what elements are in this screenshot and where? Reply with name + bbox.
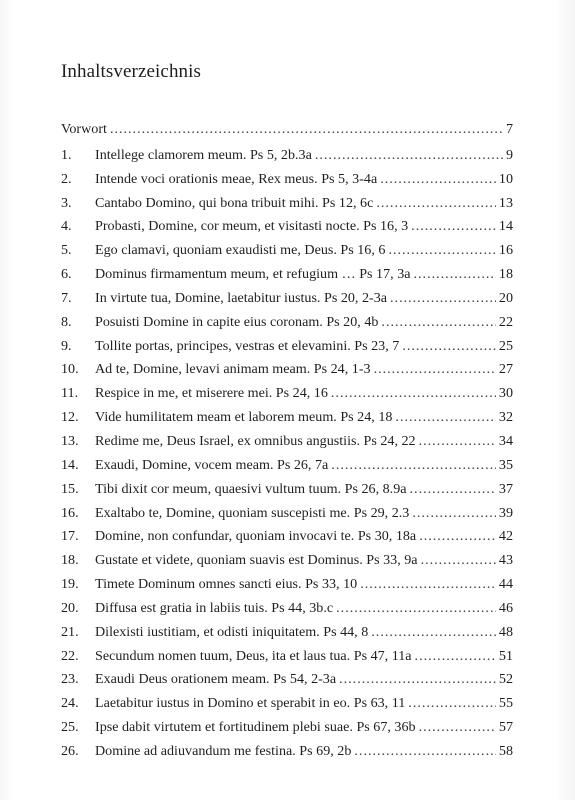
toc-entry-title: Vide humilitatem meam et laborem meum. Ps 24, 18 bbox=[95, 409, 393, 426]
toc-entry-row bbox=[61, 168, 513, 192]
toc-entry-title: Domine, non confundar, quoniam invocavi te. Ps 30, 18a bbox=[95, 528, 417, 545]
toc-entry-row bbox=[61, 502, 513, 526]
toc-entry-number: 19. bbox=[61, 576, 79, 593]
toc-entry-title: Posuisti Domine in capite eius coronam. Ps 20, 4b bbox=[95, 313, 379, 330]
toc-entry-number: 22. bbox=[61, 647, 79, 664]
toc-page-number: 16 bbox=[498, 242, 513, 259]
toc-page-number: 34 bbox=[498, 432, 513, 449]
leader-dots bbox=[390, 287, 496, 311]
toc-entry-number: 20. bbox=[61, 599, 79, 616]
toc-entry-number: 16. bbox=[61, 504, 79, 521]
toc-entry-row bbox=[61, 573, 513, 597]
toc-entry-number: 25. bbox=[61, 719, 79, 736]
toc-page-number: 10 bbox=[498, 170, 513, 187]
toc-entry-row bbox=[61, 311, 513, 335]
leader-dots bbox=[354, 740, 496, 764]
toc-entry-title: Exaltabo te, Domine, quoniam suscepisti me. Ps 29, 2.3 bbox=[95, 504, 410, 521]
leader-dots bbox=[419, 430, 496, 454]
leader-dots bbox=[360, 573, 496, 597]
toc-entry-row bbox=[61, 144, 513, 168]
toc-entry-number: 10. bbox=[61, 361, 79, 378]
toc-page-number: 57 bbox=[498, 719, 513, 736]
toc-entry-row bbox=[61, 192, 513, 216]
toc-entry-number: 13. bbox=[61, 432, 79, 449]
toc-entry-row bbox=[61, 406, 513, 430]
toc-entry-title: Domine ad adiuvandum me festina. Ps 69, 2b bbox=[95, 742, 352, 759]
leader-dots bbox=[410, 478, 496, 502]
toc-entry-number: 14. bbox=[61, 456, 79, 473]
toc-preface-label: Vorwort bbox=[61, 121, 107, 137]
toc-entry-number: 26. bbox=[61, 742, 79, 759]
leader-dots bbox=[110, 118, 503, 142]
leader-dots bbox=[331, 382, 496, 406]
leader-dots bbox=[371, 621, 496, 645]
toc-page-number: 18 bbox=[498, 266, 513, 283]
leader-dots bbox=[408, 692, 496, 716]
toc-entry-row bbox=[61, 430, 513, 454]
leader-dots bbox=[395, 406, 495, 430]
leader-dots bbox=[412, 502, 496, 526]
toc-entry-title: Exaudi Deus orationem meam. Ps 54, 2-3a bbox=[95, 671, 337, 688]
page-title: Inhaltsverzeichnis bbox=[61, 61, 202, 82]
toc-entry-number: 21. bbox=[61, 623, 79, 640]
toc-entry-number: 2. bbox=[61, 170, 72, 187]
toc-entry-title: Redime me, Deus Israel, ex omnibus angustiis. Ps 24, 22 bbox=[95, 432, 416, 449]
toc-entry-row bbox=[61, 621, 513, 645]
toc-page-number: 32 bbox=[498, 409, 513, 426]
leader-dots bbox=[331, 454, 496, 478]
toc-page-number: 37 bbox=[498, 480, 513, 497]
toc-page-number: 44 bbox=[498, 576, 513, 593]
leader-dots bbox=[380, 168, 496, 192]
toc-entry-number: 1. bbox=[61, 146, 72, 163]
toc-page-number: 43 bbox=[498, 552, 513, 569]
toc-entry-number: 8. bbox=[61, 313, 72, 330]
leader-dots bbox=[419, 525, 496, 549]
toc-entry-title: Secundum nomen tuum, Deus, ita et laus tua. Ps 47, 11a bbox=[95, 647, 412, 664]
leader-dots bbox=[419, 716, 496, 740]
toc-page-number: 27 bbox=[498, 361, 513, 378]
leader-dots bbox=[339, 668, 496, 692]
toc-entry-row bbox=[61, 668, 513, 692]
toc-entry-row bbox=[61, 215, 513, 239]
toc-entry-row bbox=[61, 549, 513, 573]
toc-entry-row bbox=[61, 454, 513, 478]
toc-entry-row bbox=[61, 382, 513, 406]
toc-entry-number: 12. bbox=[61, 409, 79, 426]
toc-entry-row bbox=[61, 239, 513, 263]
toc-entry-title: Tollite portas, principes, vestras et elevamini. Ps 23, 7 bbox=[95, 337, 400, 354]
toc-page-number: 30 bbox=[498, 385, 513, 402]
toc-entry-row bbox=[61, 478, 513, 502]
table-of-contents bbox=[61, 118, 513, 764]
toc-entry-title: Intende voci orationis meae, Rex meus. Ps 5, 3-4a bbox=[95, 170, 378, 187]
toc-page-number: 51 bbox=[498, 647, 513, 664]
toc-entry-number: 3. bbox=[61, 194, 72, 211]
toc-entry-number: 23. bbox=[61, 671, 79, 688]
toc-entry-number: 15. bbox=[61, 480, 79, 497]
toc-entries bbox=[61, 144, 513, 764]
toc-entry-number: 6. bbox=[61, 266, 72, 283]
toc-page-number: 14 bbox=[498, 218, 513, 235]
toc-entry-title: Laetabitur iustus in Domino et sperabit in eo. Ps 63, 11 bbox=[95, 695, 406, 712]
toc-entry-title: Dominus firmamentum meum, et refugium … Ps 17, 3a bbox=[95, 266, 411, 283]
toc-entry-row bbox=[61, 740, 513, 764]
toc-page-number: 25 bbox=[498, 337, 513, 354]
toc-entry-title: Diffusa est gratia in labiis tuis. Ps 44, 3b.c bbox=[95, 599, 334, 616]
toc-entry-title: Ego clamavi, quoniam exaudisti me, Deus. Ps 16, 6 bbox=[95, 242, 386, 259]
toc-entry-title: Exaudi, Domine, vocem meam. Ps 26, 7a bbox=[95, 456, 329, 473]
toc-entry-row bbox=[61, 716, 513, 740]
toc-entry-row bbox=[61, 597, 513, 621]
toc-page-number: 7 bbox=[505, 121, 513, 137]
leader-dots bbox=[411, 215, 496, 239]
toc-page-number: 22 bbox=[498, 313, 513, 330]
leader-dots bbox=[315, 144, 503, 168]
toc-page-number: 52 bbox=[498, 671, 513, 688]
leader-dots bbox=[381, 311, 495, 335]
toc-entry-row bbox=[61, 358, 513, 382]
toc-entry-title: Ipse dabit virtutem et fortitudinem plebi suae. Ps 67, 36b bbox=[95, 719, 416, 736]
toc-preface-row bbox=[61, 118, 513, 142]
leader-dots bbox=[376, 192, 496, 216]
toc-entry-title: Intellege clamorem meum. Ps 5, 2b.3a bbox=[95, 146, 312, 163]
leader-dots bbox=[336, 597, 496, 621]
toc-entry-number: 5. bbox=[61, 242, 72, 259]
leader-dots bbox=[414, 263, 496, 287]
toc-entry-row bbox=[61, 263, 513, 287]
leader-dots bbox=[388, 239, 495, 263]
toc-entry-title: Gustate et videte, quoniam suavis est Dominus. Ps 33, 9a bbox=[95, 552, 418, 569]
toc-page-number: 55 bbox=[498, 695, 513, 712]
toc-page-number: 13 bbox=[498, 194, 513, 211]
leader-dots bbox=[421, 549, 496, 573]
toc-entry-title: Cantabo Domino, qui bona tribuit mihi. Ps 12, 6c bbox=[95, 194, 374, 211]
toc-entry-title: Ad te, Domine, levavi animam meam. Ps 24, 1-3 bbox=[95, 361, 371, 378]
toc-page-number: 58 bbox=[498, 742, 513, 759]
toc-page-number: 39 bbox=[498, 504, 513, 521]
toc-entry-title: Respice in me, et miserere mei. Ps 24, 16 bbox=[95, 385, 328, 402]
toc-entry-row bbox=[61, 335, 513, 359]
toc-entry-number: 18. bbox=[61, 552, 79, 569]
toc-entry-number: 17. bbox=[61, 528, 79, 545]
toc-page-number: 48 bbox=[498, 623, 513, 640]
toc-page-number: 46 bbox=[498, 599, 513, 616]
toc-entry-title: Dilexisti iustitiam, et odisti iniquitatem. Ps 44, 8 bbox=[95, 623, 369, 640]
toc-entry-row bbox=[61, 525, 513, 549]
toc-entry-row bbox=[61, 645, 513, 669]
leader-dots bbox=[402, 335, 496, 359]
toc-entry-row bbox=[61, 287, 513, 311]
toc-entry-number: 9. bbox=[61, 337, 72, 354]
toc-page-number: 20 bbox=[498, 289, 513, 306]
toc-entry-title: In virtute tua, Domine, laetabitur iustus. Ps 20, 2-3a bbox=[95, 289, 388, 306]
toc-entry-row bbox=[61, 692, 513, 716]
leader-dots bbox=[415, 645, 496, 669]
toc-page-number: 42 bbox=[498, 528, 513, 545]
toc-entry-number: 24. bbox=[61, 695, 79, 712]
leader-dots bbox=[374, 358, 496, 382]
toc-entry-title: Timete Dominum omnes sancti eius. Ps 33, 10 bbox=[95, 576, 358, 593]
toc-entry-number: 4. bbox=[61, 218, 72, 235]
toc-entry-number: 7. bbox=[61, 289, 72, 306]
toc-page-number: 9 bbox=[505, 146, 513, 163]
toc-entry-title: Tibi dixit cor meum, quaesivi vultum tuum. Ps 26, 8.9a bbox=[95, 480, 407, 497]
toc-page-number: 35 bbox=[498, 456, 513, 473]
toc-entry-title: Probasti, Domine, cor meum, et visitasti nocte. Ps 16, 3 bbox=[95, 218, 409, 235]
toc-entry-number: 11. bbox=[61, 385, 79, 402]
